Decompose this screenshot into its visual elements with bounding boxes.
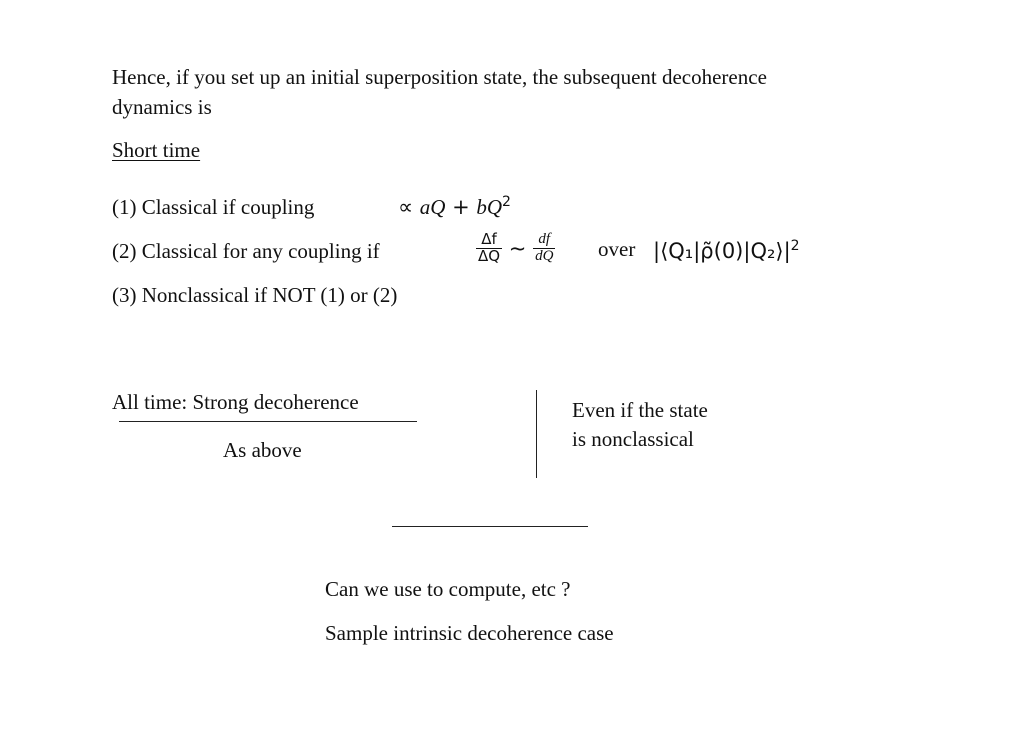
- as-above-text: As above: [223, 438, 302, 462]
- short-time-heading: Short time: [112, 138, 201, 162]
- fraction-derivative: [533, 232, 555, 265]
- item-3-label: (3) Nonclassical if NOT (1) or (2): [112, 283, 398, 307]
- question-compute: Can we use to compute, etc ?: [325, 577, 571, 601]
- ratio-formula: [476, 232, 555, 265]
- formula-plus: +: [452, 195, 470, 219]
- all-time-underline: [119, 421, 417, 422]
- fraction-delta-denominator: ΔQ: [478, 246, 501, 265]
- vertical-divider: [536, 390, 537, 478]
- formula-exponent: 2: [502, 194, 511, 210]
- all-time-heading: All time: Strong decoherence: [112, 390, 359, 414]
- item-2-label: (2) Classical for any coupling if: [112, 239, 380, 263]
- overlap-expression: |⟨Q₁|ρ̃(0)|Q₂⟩|: [653, 239, 791, 263]
- fraction-derivative-numerator: df: [533, 232, 555, 249]
- fraction-delta-numerator: Δf: [476, 232, 502, 249]
- fraction-delta: [476, 232, 502, 265]
- section-divider: [392, 526, 588, 527]
- sample-case-text: Sample intrinsic decoherence case: [325, 621, 614, 645]
- coupling-formula: [398, 194, 511, 220]
- intro-line-1: Hence, if you set up an initial superposition state, the subsequent decoherence: [112, 65, 767, 89]
- overlap-formula: [653, 238, 800, 263]
- similar-symbol: ∼: [508, 236, 527, 261]
- over-connector: over: [598, 237, 636, 261]
- formula-term-a: aQ: [419, 195, 446, 219]
- formula-term-b: bQ: [476, 195, 503, 219]
- side-note-line-1: Even if the state: [572, 398, 708, 422]
- item-1-label: (1) Classical if coupling: [112, 195, 315, 219]
- intro-line-2: dynamics is: [112, 95, 212, 119]
- proportional-symbol: ∝: [398, 195, 414, 219]
- fraction-derivative-denominator: dQ: [535, 247, 554, 264]
- overlap-exponent: 2: [790, 238, 800, 254]
- side-note-line-2: is nonclassical: [572, 427, 694, 451]
